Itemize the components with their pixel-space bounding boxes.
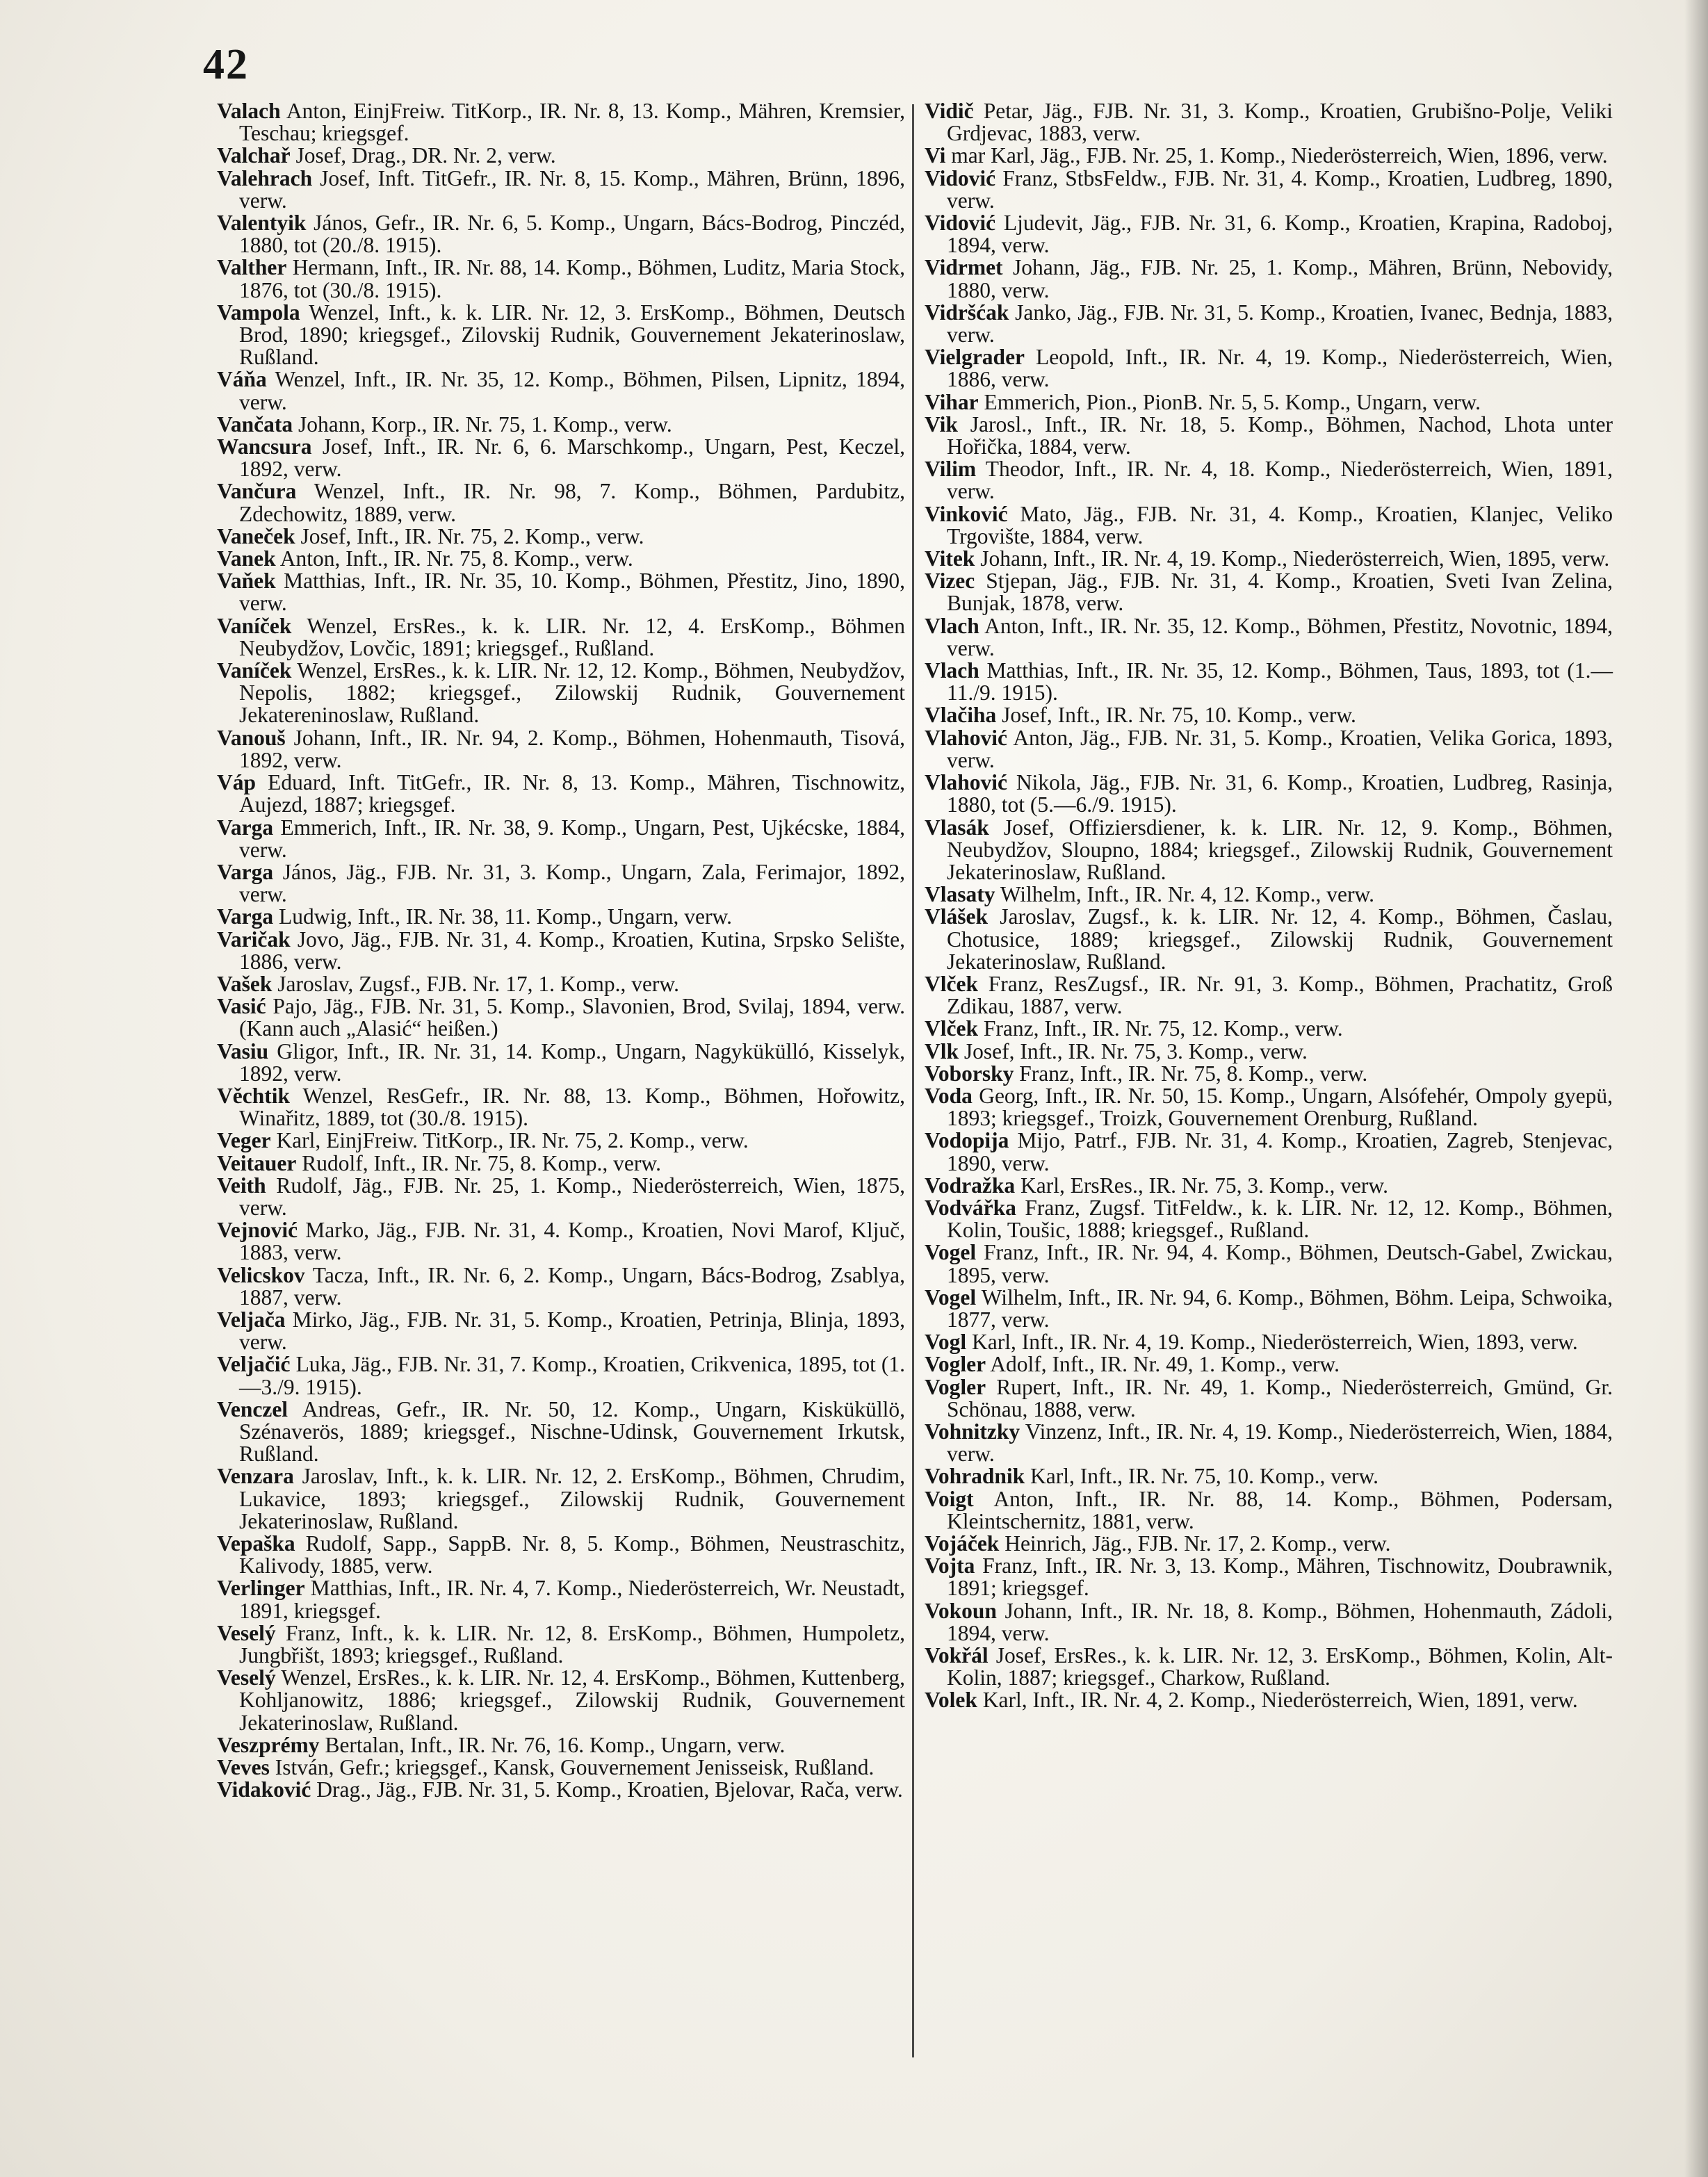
entry-details: Josef, Inft., IR. Nr. 75, 10. Komp., verw. [1002, 703, 1356, 728]
entry-surname: Váňa [217, 367, 267, 392]
left-column [217, 100, 905, 1801]
entry-details: Janko, Jäg., FJB. Nr. 31, 5. Komp., Kroatien, Ivanec, Bednja, 1883, verw. [947, 300, 1613, 348]
list-item [925, 883, 1613, 906]
entry-details: Jarosl., Inft., IR. Nr. 18, 5. Komp., Böhmen, Nachod, Lhota unter Hořička, 1884, verw. [947, 411, 1613, 459]
entry-surname: Veljačić [217, 1352, 291, 1377]
list-item [217, 1779, 905, 1801]
entry-details: Stjepan, Jäg., FJB. Nr. 31, 4. Komp., Kroatien, Sveti Ivan Zelina, Bunjak, 1878, verw. [947, 569, 1613, 616]
list-item [925, 1421, 1613, 1465]
entry-surname: Vanek [217, 546, 276, 571]
list-item [217, 1756, 905, 1779]
entry-surname: Vitek [925, 546, 975, 571]
list-item [217, 570, 905, 614]
entry-surname: Veitauer [217, 1150, 297, 1175]
entry-details: Franz, Inft., IR. Nr. 3, 13. Komp., Mähren, Tischnowitz, Doubrawnik, 1891; kriegsgef. [947, 1554, 1613, 1601]
entry-surname: Vlk [925, 1038, 959, 1063]
list-item [925, 1376, 1613, 1421]
list-item [925, 212, 1613, 256]
entry-surname: Vlček [925, 971, 978, 996]
entry-surname: Vogler [925, 1374, 986, 1399]
entry-details: Jaroslav, Inft., k. k. LIR. Nr. 12, 2. ErsKomp., Böhmen, Chrudim, Lukavice, 1893; kriegsgef., Zilowskij Rudnik, Gouvernement Jekaterinoslaw, Rußland. [239, 1464, 906, 1533]
entry-surname: Vlahović [925, 770, 1008, 795]
entry-surname: Vidović [925, 165, 996, 190]
entry-details: Marko, Jäg., FJB. Nr. 31, 4. Komp., Kroatien, Novi Marof, Ključ, 1883, verw. [239, 1218, 905, 1265]
entry-surname: Vilim [925, 457, 977, 482]
list-item [217, 973, 905, 995]
entry-details: Pajo, Jäg., FJB. Nr. 31, 5. Komp., Slavonien, Brod, Svilaj, 1894, verw. (Kann auch „Alasić“ heißen.) [239, 994, 905, 1041]
list-item [925, 165, 1613, 213]
entry-surname: Vohradnik [925, 1464, 1025, 1489]
entry-surname: Veljača [217, 1307, 286, 1332]
entry-surname: Varga [217, 859, 274, 884]
entry-surname: Vogler [925, 1352, 986, 1377]
list-item [217, 1038, 905, 1086]
entry-details: Anton, Inft., IR. Nr. 75, 8. Komp., verw. [279, 546, 633, 571]
list-item [217, 861, 905, 906]
entry-details: mar Karl, Jäg., FJB. Nr. 25, 1. Komp., Niederösterreich, Wien, 1896, verw. [951, 143, 1608, 168]
entry-details: Anton, EinjFreiw. TitKorp., IR. Nr. 8, 13. Komp., Mähren, Kremsier, Teschau; kriegsgef. [239, 99, 906, 146]
page-number: 42 [203, 41, 249, 88]
entry-surname: Vogel [925, 1240, 977, 1265]
entry-details: Franz, Inft., IR. Nr. 75, 12. Komp., verw. [983, 1016, 1343, 1041]
list-item [217, 436, 905, 480]
entry-surname: Vančata [217, 411, 293, 437]
list-item [217, 995, 905, 1040]
list-item [217, 1085, 905, 1130]
entry-surname: Vlach [925, 613, 979, 638]
entry-surname: Vančura [217, 479, 297, 504]
entry-surname: Voborsky [925, 1061, 1014, 1086]
entry-surname: Valehrach [217, 165, 313, 190]
list-item [925, 503, 1613, 548]
list-item [925, 1018, 1613, 1040]
entry-details: Emmerich, Pion., PionB. Nr. 5, 5. Komp., Ungarn, verw. [984, 389, 1481, 414]
entry-details: Mato, Jäg., FJB. Nr. 31, 4. Komp., Kroatien, Klanjec, Veliko Trgovište, 1884, verw. [947, 501, 1613, 548]
entry-surname: Vogl [925, 1330, 967, 1355]
entry-details: Josef, Inft. TitGefr., IR. Nr. 8, 15. Komp., Mähren, Brünn, 1896, verw. [239, 165, 905, 213]
entry-surname: Valentyik [217, 211, 307, 236]
entry-details: Wenzel, ErsRes., k. k. LIR. Nr. 12, 4. ErsKomp., Böhmen, Kuttenberg, Kohljanowitz, 1886; kriegsgef., Zilowskij Rudnik, Gouvernement Jekaterinoslaw, Rußland. [239, 1665, 905, 1735]
list-item [217, 165, 905, 213]
entry-details: Emmerich, Inft., IR. Nr. 38, 9. Komp., Ungarn, Pest, Ujkécske, 1884, verw. [239, 815, 905, 862]
entry-surname: Vik [925, 411, 958, 437]
entry-details: Johann, Inft., IR. Nr. 4, 19. Komp., Niederösterreich, Wien, 1895, verw. [980, 546, 1610, 571]
list-item [925, 1287, 1613, 1331]
list-item [925, 256, 1613, 301]
list-item [217, 772, 905, 816]
entry-details: Karl, ErsRes., IR. Nr. 75, 3. Komp., verw. [1020, 1173, 1388, 1198]
entry-details: Rupert, Inft., IR. Nr. 49, 1. Komp., Niederösterreich, Gmünd, Gr. Schönau, 1888, verw. [947, 1374, 1613, 1421]
list-item [217, 1264, 905, 1309]
entry-details: János, Gefr., IR. Nr. 6, 5. Komp., Ungarn, Bács-Bodrog, Pinczéd, 1880, tot (20./8. 1915). [239, 211, 905, 258]
entry-surname: Vizec [925, 569, 975, 594]
entry-details: Petar, Jäg., FJB. Nr. 31, 3. Komp., Kroatien, Grubišno-Polje, Veliki Grdjevac, 1883, verw. [947, 99, 1613, 146]
list-item [925, 1645, 1613, 1689]
entry-details: Karl, Inft., IR. Nr. 4, 2. Komp., Niederösterreich, Wien, 1891, verw. [982, 1688, 1578, 1713]
entry-details: Jaroslav, Zugsf., k. k. LIR. Nr. 12, 4. Komp., Böhmen, Časlau, Chotusice, 1889; kriegsgef., Zilowskij Rudnik, Gouvernement Jekaterinoslaw, Rußland. [947, 904, 1613, 974]
list-item [925, 1600, 1613, 1645]
entry-surname: Vodopija [925, 1128, 1009, 1153]
entry-surname: Vihar [925, 389, 979, 414]
entry-surname: Vohnitzky [925, 1419, 1020, 1444]
entry-details: Wenzel, ResGefr., IR. Nr. 88, 13. Komp., Böhmen, Hořowitz, Winařitz, 1889, tot (30./8. 1915). [239, 1083, 905, 1131]
entry-surname: Vidrmet [925, 255, 1003, 280]
entry-details: Josef, ErsRes., k. k. LIR. Nr. 12, 3. ErsKomp., Böhmen, Kolin, Alt-Kolin, 1887; kriegsgef., Charkow, Rußland. [947, 1643, 1613, 1690]
entry-surname: Vanouš [217, 725, 286, 750]
entry-details: Mirko, Jäg., FJB. Nr. 31, 5. Komp., Kroatien, Petrinja, Blinja, 1893, verw. [239, 1307, 905, 1355]
entry-details: Wenzel, Inft., k. k. LIR. Nr. 12, 3. ErsKomp., Böhmen, Deutsch Brod, 1890; kriegsgef., Zilovskij Rudnik, Gouvernement Jekaterinoslaw, Rußland. [239, 300, 905, 370]
entry-surname: Vašek [217, 971, 273, 996]
entry-surname: Vogel [925, 1285, 977, 1310]
entry-surname: Valther [217, 255, 287, 280]
entry-details: Anton, Inft., IR. Nr. 35, 12. Komp., Böhmen, Přestitz, Novotnic, 1894, verw. [947, 613, 1613, 660]
list-item [925, 1197, 1613, 1241]
list-item [217, 1533, 905, 1577]
entry-surname: Vodvářka [925, 1195, 1016, 1220]
list-item [925, 1689, 1613, 1711]
list-item [217, 1219, 905, 1264]
list-item [217, 212, 905, 256]
list-item [217, 727, 905, 772]
list-item [925, 548, 1613, 570]
list-item [925, 346, 1613, 391]
list-item [217, 525, 905, 548]
entry-details: Johann, Inft., IR. Nr. 94, 2. Komp., Böhmen, Hohenmauth, Tisová, 1892, verw. [239, 725, 905, 772]
list-item [925, 1038, 1613, 1063]
entry-surname: Veselý [217, 1665, 276, 1690]
entry-surname: Vaňek [217, 569, 276, 594]
entry-surname: Vokřál [925, 1643, 989, 1668]
list-item [217, 145, 905, 167]
entry-details: Wenzel, Inft., IR. Nr. 35, 12. Komp., Böhmen, Pilsen, Lipnitz, 1894, verw. [239, 367, 905, 414]
entry-surname: Veszprémy [217, 1732, 320, 1757]
entry-details: Franz, StbsFeldw., FJB. Nr. 31, 4. Komp., Kroatien, Ludbreg, 1890, verw. [947, 165, 1613, 213]
entry-surname: Wancsura [217, 434, 312, 459]
entry-details: Ljudevit, Jäg., FJB. Nr. 31, 6. Komp., Kroatien, Krapina, Radoboj, 1894, verw. [947, 211, 1613, 258]
entry-surname: Vlačiha [925, 703, 997, 728]
entry-surname: Vaníček [217, 658, 292, 683]
entry-surname: Vojta [925, 1554, 975, 1579]
list-item [217, 368, 905, 413]
list-item [925, 772, 1613, 816]
entry-surname: Vampola [217, 300, 300, 325]
entry-surname: Veselý [217, 1620, 276, 1645]
entry-details: Drag., Jäg., FJB. Nr. 31, 5. Komp., Kroatien, Bjelovar, Rača, verw. [316, 1777, 903, 1802]
entry-details: Gligor, Inft., IR. Nr. 31, 14. Komp., Ungarn, Nagykükülló, Kisselyk, 1892, verw. [239, 1038, 905, 1086]
entry-details: Johann, Jäg., FJB. Nr. 25, 1. Komp., Mähren, Brünn, Nebovidy, 1880, verw. [947, 255, 1613, 302]
entry-surname: Veith [217, 1173, 266, 1198]
entry-details: Josef, Drag., DR. Nr. 2, verw. [295, 143, 556, 168]
list-item [217, 1734, 905, 1756]
list-item [217, 660, 905, 727]
list-item [217, 100, 905, 145]
list-item [925, 302, 1613, 346]
entry-surname: Varičak [217, 927, 291, 952]
entry-surname: Vidršćak [925, 300, 1009, 325]
list-item [217, 1577, 905, 1622]
entry-details: Franz, Inft., IR. Nr. 75, 8. Komp., verw. [1019, 1061, 1368, 1086]
entry-details: Josef, Offiziersdiener, k. k. LIR. Nr. 12, 9. Komp., Böhmen, Neubydžov, Sloupno, 1884; kriegsgef., Zilowskij Rudnik, Gouvernement Jekaterinoslaw, Rußland. [947, 815, 1613, 884]
entry-surname: Veves [217, 1755, 270, 1780]
list-item [217, 1152, 905, 1175]
list-item [925, 817, 1613, 884]
entry-details: Tacza, Inft., IR. Nr. 6, 2. Komp., Ungarn, Bács-Bodrog, Zsablya, 1887, verw. [239, 1262, 905, 1310]
entry-details: Hermann, Inft., IR. Nr. 88, 14. Komp., Böhmen, Luditz, Maria Stock, 1876, tot (30./8. 1915). [239, 255, 905, 302]
list-item [925, 1488, 1613, 1533]
entry-details: Jovo, Jäg., FJB. Nr. 31, 4. Komp., Kroatien, Kutina, Srpsko Selište, 1886, verw. [239, 927, 905, 974]
entry-surname: Varga [217, 815, 274, 840]
list-item [217, 817, 905, 861]
list-item [925, 1130, 1613, 1174]
list-item [925, 391, 1613, 414]
entry-details: Jaroslav, Zugsf., FJB. Nr. 17, 1. Komp., verw. [277, 971, 680, 996]
entry-surname: Vidović [925, 211, 996, 236]
list-item [217, 302, 905, 369]
entry-surname: Venczel [217, 1396, 288, 1421]
entry-surname: Valach [217, 99, 281, 123]
right-column [925, 100, 1613, 1712]
entry-surname: Věchtik [217, 1083, 290, 1108]
entry-surname: Vaníček [217, 613, 292, 638]
entry-surname: Vielgrader [925, 345, 1025, 370]
page-edge-shadow [1684, 0, 1708, 2177]
entry-surname: Váp [217, 770, 257, 795]
entry-details: Franz, Inft., IR. Nr. 94, 4. Komp., Böhmen, Deutsch-Gabel, Zwickau, 1895, verw. [947, 1240, 1613, 1287]
entry-surname: Vlášek [925, 904, 989, 929]
entry-details: Wilhelm, Inft., IR. Nr. 94, 6. Komp., Böhmen, Böhm. Leipa, Schwoika, 1877, verw. [947, 1285, 1613, 1332]
entry-details: Vinzenz, Inft., IR. Nr. 4, 19. Komp., Niederösterreich, Wien, 1884, verw. [947, 1419, 1613, 1467]
list-item [925, 1555, 1613, 1599]
entry-details: Karl, EinjFreiw. TitKorp., IR. Nr. 75, 2. Komp., verw. [276, 1128, 749, 1153]
list-item [217, 1396, 905, 1467]
entry-surname: Vi [925, 143, 946, 168]
entry-details: Franz, Zugsf. TitFeldw., k. k. LIR. Nr. 12, 12. Komp., Böhmen, Kolin, Toušic, 1888; kriegsgef., Rußland. [947, 1195, 1613, 1243]
entry-details: Nikola, Jäg., FJB. Nr. 31, 6. Komp., Kroatien, Ludbreg, Rasinja, 1880, tot (5.—6./9. 1915). [947, 770, 1613, 817]
list-item [925, 1085, 1613, 1130]
entry-surname: Vlasaty [925, 882, 995, 907]
entry-surname: Volek [925, 1688, 977, 1713]
entry-surname: Verlinger [217, 1576, 305, 1601]
list-item [925, 570, 1613, 614]
entry-details: Josef, Inft., IR. Nr. 6, 6. Marschkomp., Ungarn, Pest, Keczel, 1892, verw. [239, 434, 905, 482]
list-item [925, 727, 1613, 772]
entry-details: Anton, Jäg., FJB. Nr. 31, 5. Komp., Kroatien, Velika Gorica, 1893, verw. [947, 725, 1613, 772]
list-item [217, 411, 905, 437]
list-item [217, 1622, 905, 1667]
entry-surname: Voda [925, 1083, 973, 1108]
entry-details: Rudolf, Inft., IR. Nr. 75, 8. Komp., verw. [302, 1150, 661, 1175]
list-item [925, 458, 1613, 503]
entry-details: Wilhelm, Inft., IR. Nr. 4, 12. Komp., verw. [1000, 882, 1375, 907]
entry-details: Josef, Inft., IR. Nr. 75, 3. Komp., verw. [963, 1038, 1308, 1063]
list-item [217, 548, 905, 570]
entry-details: Rudolf, Jäg., FJB. Nr. 25, 1. Komp., Niederösterreich, Wien, 1875, verw. [239, 1173, 906, 1220]
entry-details: Eduard, Inft. TitGefr., IR. Nr. 8, 13. Komp., Mähren, Tischnowitz, Aujezd, 1887; kriegsgef. [239, 770, 906, 817]
entry-surname: Vlasák [925, 815, 989, 840]
entry-details: Josef, Inft., IR. Nr. 75, 2. Komp., verw. [300, 523, 644, 548]
entry-surname: Valchař [217, 143, 291, 168]
entry-surname: Vlahović [925, 725, 1008, 750]
list-item [217, 480, 905, 525]
entry-surname: Vlach [925, 658, 979, 683]
list-item [925, 145, 1613, 167]
entry-details: Adolf, Inft., IR. Nr. 49, 1. Komp., verw. [990, 1352, 1340, 1377]
list-item [217, 1175, 905, 1219]
list-item [217, 929, 905, 973]
list-item [217, 1465, 905, 1533]
entry-details: Johann, Inft., IR. Nr. 18, 8. Komp., Böhmen, Hohenmauth, Zádoli, 1894, verw. [947, 1598, 1613, 1645]
entry-details: Ludwig, Inft., IR. Nr. 38, 11. Komp., Ungarn, verw. [278, 904, 733, 929]
list-item [217, 615, 905, 660]
entry-details: Karl, Inft., IR. Nr. 75, 10. Komp., verw. [1030, 1464, 1379, 1489]
entry-surname: Vasiu [217, 1038, 269, 1063]
entry-surname: Vepaška [217, 1531, 295, 1556]
entry-details: János, Jäg., FJB. Nr. 31, 3. Komp., Ungarn, Zala, Ferimajor, 1892, verw. [239, 859, 905, 907]
entry-details: Georg, Inft., IR. Nr. 50, 15. Komp., Ungarn, Alsófehér, Ompoly gyepü, 1893; kriegsgef., Troizk, Gouvernement Orenburg, Rußland. [947, 1083, 1613, 1131]
list-item [217, 256, 905, 301]
entry-details: Franz, Inft., k. k. LIR. Nr. 12, 8. ErsKomp., Böhmen, Humpoletz, Jungbřišt, 1893; kriegsgef., Rußland. [239, 1620, 905, 1668]
column-divider [912, 104, 914, 2057]
entry-details: Franz, ResZugsf., IR. Nr. 91, 3. Komp., Böhmen, Prachatitz, Groß Zdikau, 1887, verw. [947, 971, 1613, 1019]
entry-surname: Venzara [217, 1464, 294, 1489]
entry-details: Leopold, Inft., IR. Nr. 4, 19. Komp., Niederösterreich, Wien, 1886, verw. [947, 345, 1613, 392]
entry-surname: Vasić [217, 994, 266, 1019]
entry-details: Luka, Jäg., FJB. Nr. 31, 7. Komp., Kroatien, Crikvenica, 1895, tot (1.—3./9. 1915). [239, 1352, 905, 1399]
list-item [925, 973, 1613, 1018]
entry-surname: Vojáček [925, 1531, 1000, 1556]
list-item [925, 411, 1613, 459]
list-item [217, 1353, 905, 1398]
list-item [925, 1063, 1613, 1085]
list-item [925, 100, 1613, 145]
list-item [217, 1130, 905, 1152]
list-item [925, 1465, 1613, 1487]
entry-surname: Voigt [925, 1486, 974, 1511]
entry-surname: Vlček [925, 1016, 978, 1041]
entry-surname: Vidič [925, 99, 974, 123]
entry-details: István, Gefr.; kriegsgef., Kansk, Gouvernement Jenisseisk, Rußland. [275, 1755, 875, 1780]
entry-details: Karl, Inft., IR. Nr. 4, 19. Komp., Niederösterreich, Wien, 1893, verw. [971, 1330, 1578, 1355]
list-item [925, 615, 1613, 660]
entry-surname: Vinković [925, 501, 1008, 526]
entry-surname: Velicskov [217, 1262, 305, 1287]
list-item [925, 1533, 1613, 1555]
entry-details: Matthias, Inft., IR. Nr. 35, 12. Komp., Böhmen, Taus, 1893, tot (1.—11./9. 1915). [947, 658, 1613, 706]
entry-details: Andreas, Gefr., IR. Nr. 50, 12. Komp., Ungarn, Kisküküllö, Szénaverös, 1889; kriegsgef., Nischne-Udinsk, Gouvernement Irkutsk, Rußland. [239, 1396, 905, 1467]
list-item [925, 1353, 1613, 1376]
entry-details: Matthias, Inft., IR. Nr. 35, 10. Komp., Böhmen, Přestitz, Jino, 1890, verw. [239, 569, 905, 616]
entry-surname: Vodražka [925, 1173, 1016, 1198]
entry-details: Bertalan, Inft., IR. Nr. 76, 16. Komp., Ungarn, verw. [325, 1732, 786, 1757]
entry-surname: Vaneček [217, 523, 295, 548]
list-item [925, 906, 1613, 973]
entry-details: Theodor, Inft., IR. Nr. 4, 18. Komp., Niederösterreich, Wien, 1891, verw. [947, 457, 1613, 504]
list-item [925, 1331, 1613, 1353]
entry-details: Mijo, Patrf., FJB. Nr. 31, 4. Komp., Kroatien, Zagreb, Stenjevac, 1890, verw. [947, 1128, 1613, 1175]
entry-details: Matthias, Inft., IR. Nr. 4, 7. Komp., Niederösterreich, Wr. Neustadt, 1891, kriegsgef. [239, 1576, 906, 1623]
entry-details: Wenzel, Inft., IR. Nr. 98, 7. Komp., Böhmen, Pardubitz, Zdechowitz, 1889, verw. [239, 479, 905, 526]
entry-details: Heinrich, Jäg., FJB. Nr. 17, 2. Komp., verw. [1005, 1531, 1391, 1556]
entry-details: Rudolf, Sapp., SappB. Nr. 8, 5. Komp., Böhmen, Neustraschitz, Kalivody, 1885, verw. [239, 1531, 906, 1579]
entry-details: Anton, Inft., IR. Nr. 88, 14. Komp., Böhmen, Podersam, Kleintschernitz, 1881, verw. [947, 1486, 1613, 1533]
entry-details: Wenzel, ErsRes., k. k. LIR. Nr. 12, 4. ErsKomp., Böhmen Neubydžov, Lovčic, 1891; kriegsgef., Rußland. [239, 613, 905, 660]
entry-surname: Vejnović [217, 1218, 298, 1243]
entry-details: Johann, Korp., IR. Nr. 75, 1. Komp., verw. [298, 411, 672, 437]
list-item [925, 1241, 1613, 1286]
entry-details: Wenzel, ErsRes., k. k. LIR. Nr. 12, 12. Komp., Böhmen, Neubydžov, Nepolis, 1882; kriegsgef., Zilowskij Rudnik, Gouvernement Jekatereninoslaw, Rußland. [239, 658, 905, 728]
entry-surname: Vidaković [217, 1777, 311, 1802]
list-item [925, 704, 1613, 726]
list-item [925, 1175, 1613, 1197]
list-item [217, 1309, 905, 1353]
list-item [217, 906, 905, 928]
entry-surname: Varga [217, 904, 274, 929]
entry-surname: Veger [217, 1128, 271, 1153]
list-item [925, 660, 1613, 704]
entry-surname: Vokoun [925, 1598, 997, 1623]
list-item [217, 1667, 905, 1734]
